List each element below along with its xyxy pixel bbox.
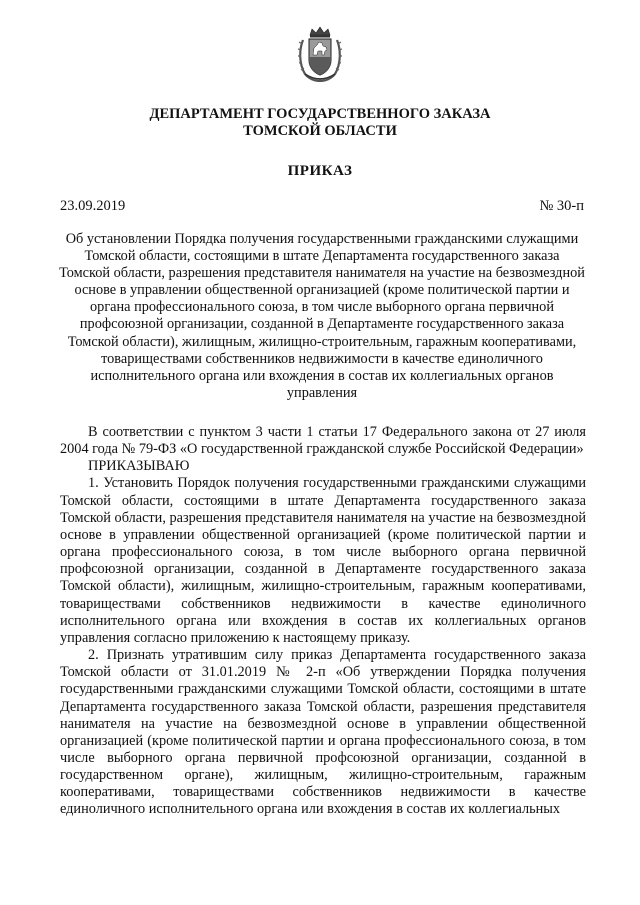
preamble-paragraph: В соответствии с пунктом 3 части 1 статьи 17 Федерального закона от 27 июля 2004 года № 79-ФЗ «О государственной гражданской службе Российской Федерации» [60, 424, 586, 458]
document-type-heading: ПРИКАЗ [287, 163, 353, 179]
department-line-2: ТОМСКОЙ ОБЛАСТИ [243, 123, 397, 139]
order-number: № 30-п [539, 198, 584, 214]
command-word: ПРИКАЗЫВАЮ [88, 458, 190, 475]
order-date: 23.09.2019 [60, 198, 126, 214]
item-2-paragraph: 2. Признать утратившим силу приказ Департамента государственного заказа Томской области от 31.01.2019 № 2-п «Об утверждении Порядка получения государственными гражданскими служащими Томской области, состоящими в штате Департамента государственного заказа Томской области, разрешения представителя нанимателя на участие на безвозмездной основе в управлении общественной организацией (кроме политической партии и органа профессионального союза, в том числе выборного органа первичной профсоюзной организации, созданной в государственном органе), жилищным, жилищно-строительным, гаражным кооперативами, товариществами собственников недвижимости в качестве единоличного исполнительного органа или вхождения в состав их коллегиальных [60, 647, 586, 818]
order-subject: Об установлении Порядка получения государственными гражданскими служащими Томской области, состоящими в штате Департамента государственного заказа Томской области, разрешения представителя нанимателя на участие на безвозмездной основе в управлении общественной организацией (кроме политической партии и органа профессионального союза, в том числе выборного органа первичной профсоюзной организации, созданной в Департаменте государственного заказа Томской области), жилищным, жилищно-строительным, гаражным кооперативами, товариществами собственников недвижимости в качестве единоличного исполнительного органа или вхождения в состав их коллегиальных органов управления [59, 231, 585, 401]
item-1-paragraph: 1. Установить Порядок получения государственными гражданскими служащими Томской области, состоящими в штате Департамента государственного заказа Томской области, разрешения представителя нанимателя на участие на безвозмездной основе в управлении общественной организацией (кроме политической партии и органа профессионального союза, в том числе выборного органа первичной профсоюзной организации, созданной в Департаменте государственного заказа Томской области), жилищным, жилищно-строительным, гаражным кооперативами, товариществами собственников недвижимости в качестве единоличного исполнительного органа или вхождения в состав их коллегиальных органов управления согласно приложению к настоящему приказу. [60, 475, 586, 646]
coat-of-arms-icon [297, 26, 343, 82]
order-body [60, 424, 586, 819]
department-line-1: ДЕПАРТАМЕНТ ГОСУДАРСТВЕННОГО ЗАКАЗА [149, 106, 491, 122]
department-title [0, 106, 640, 140]
